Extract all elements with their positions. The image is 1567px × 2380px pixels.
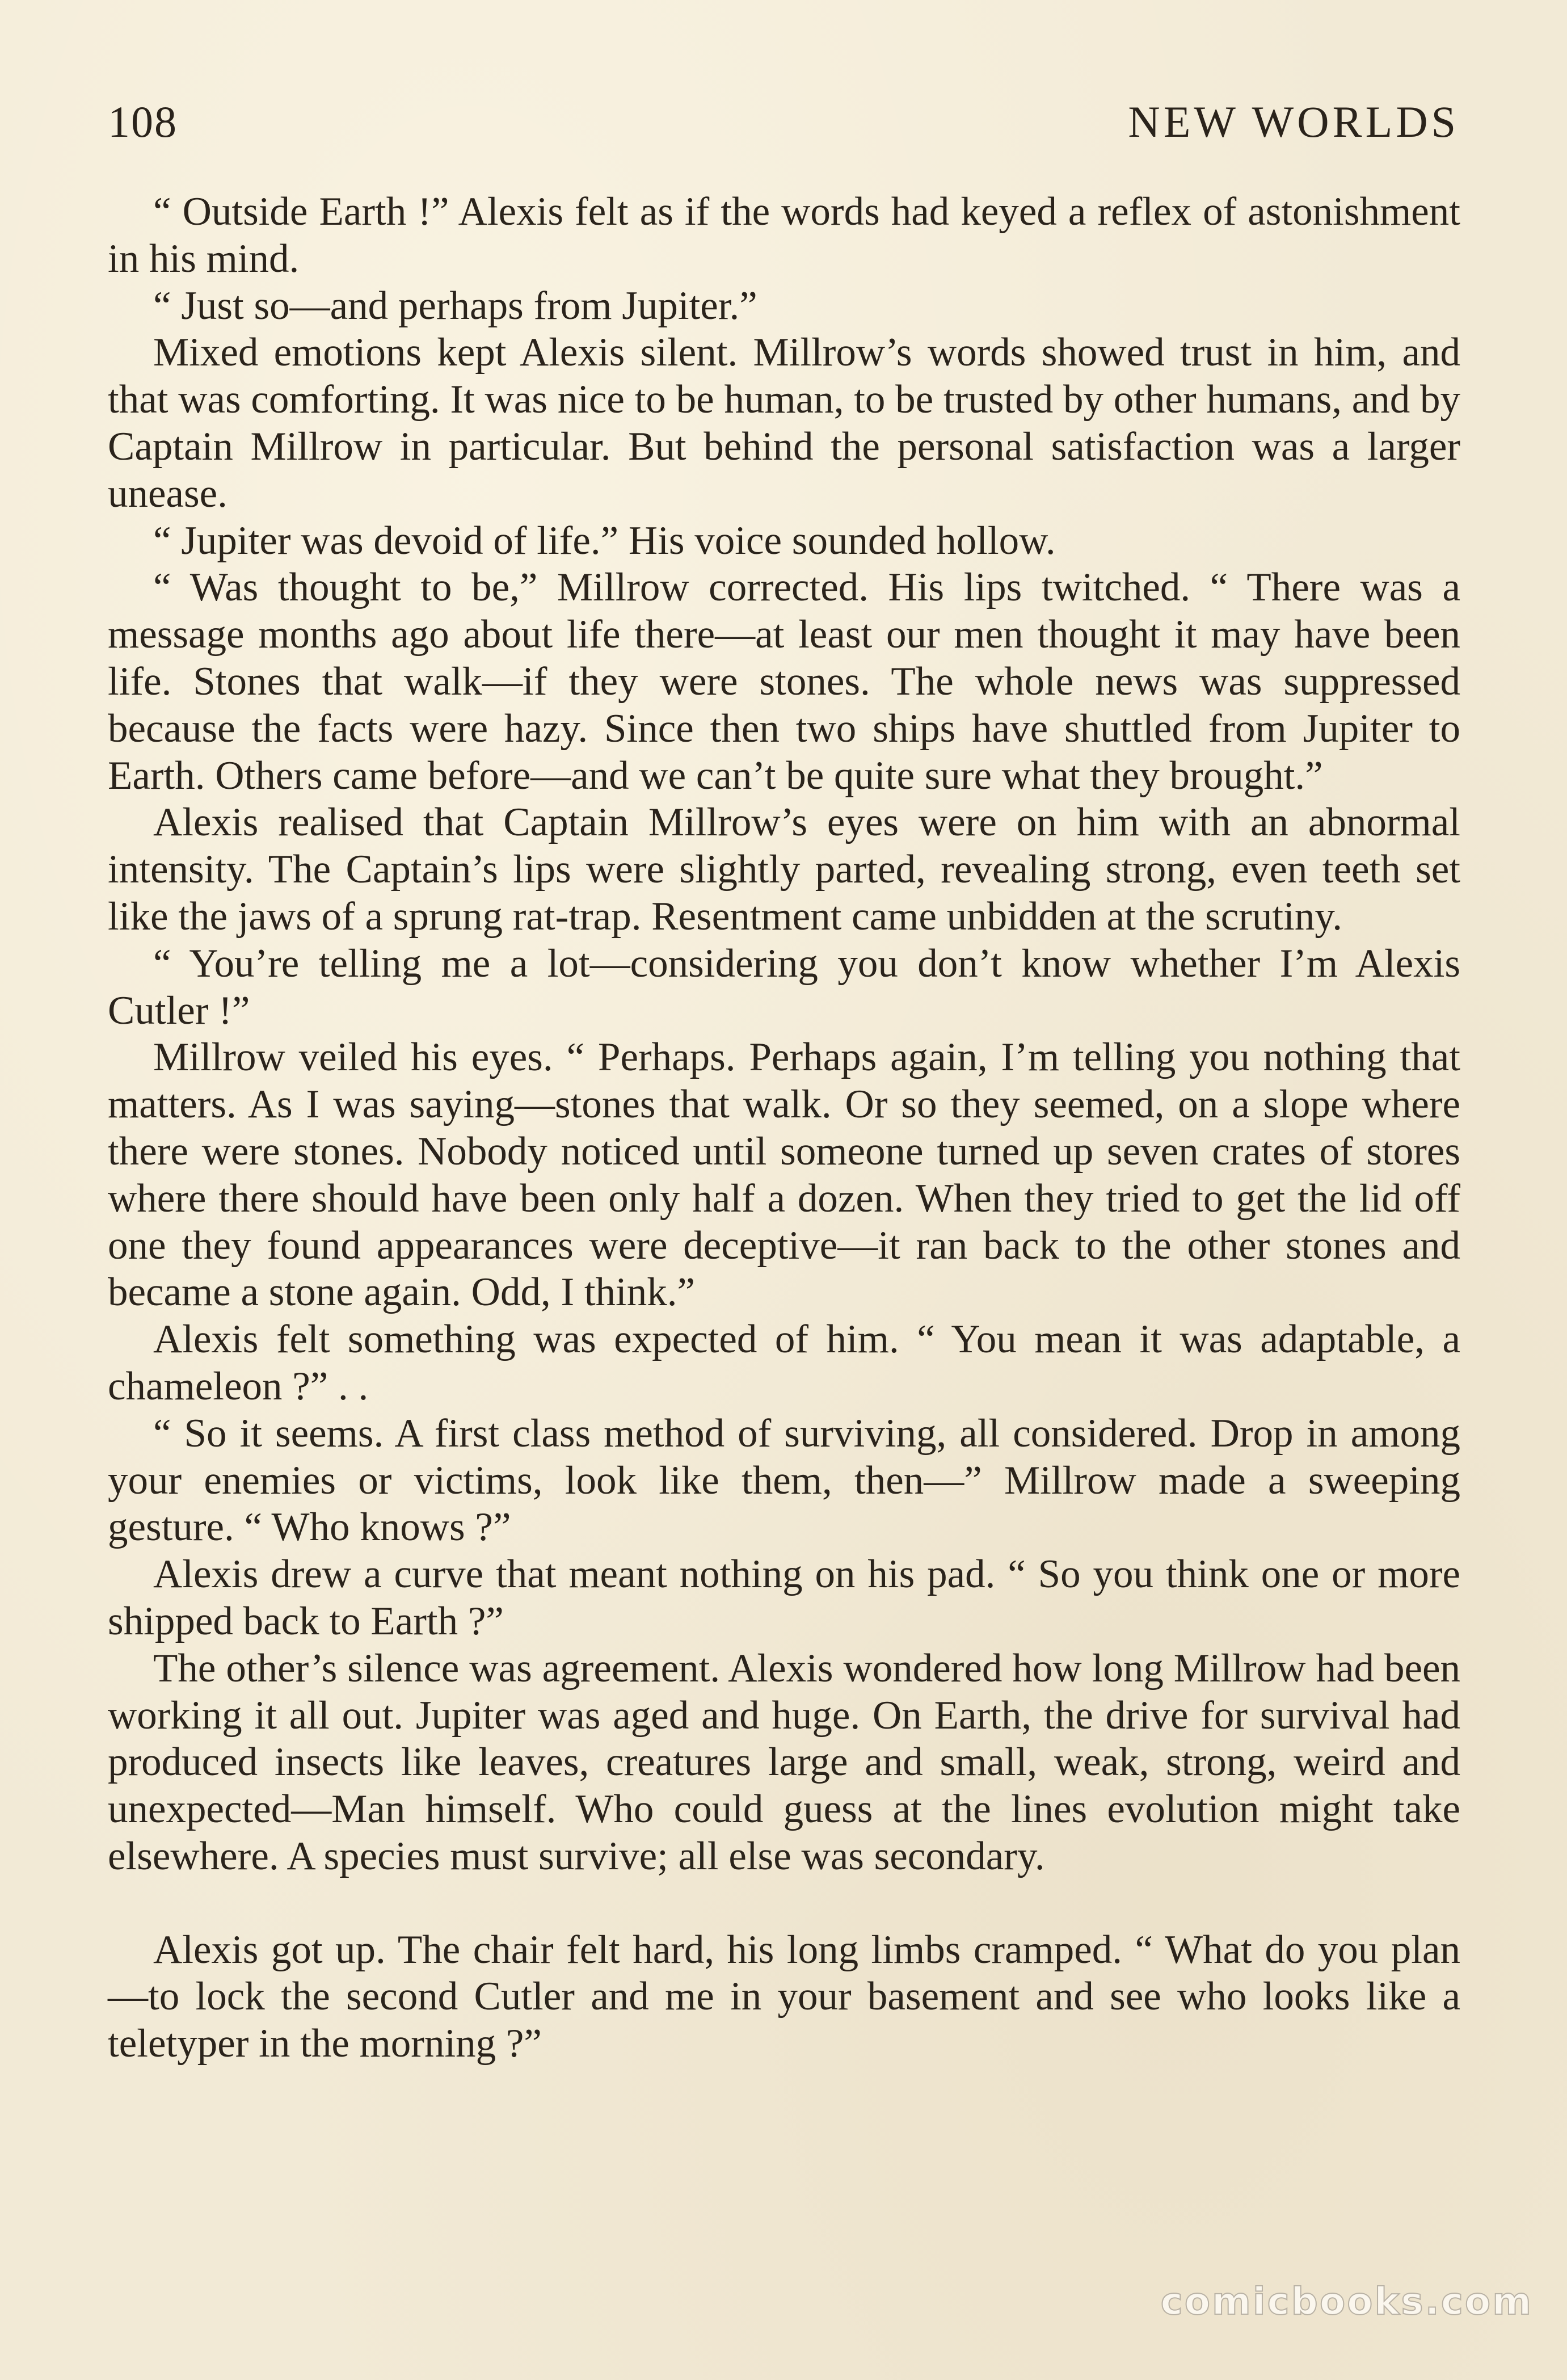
running-title: NEW WORLDS	[1128, 97, 1459, 146]
paragraph: Alexis felt something was expected of him. “ You mean it was adaptable, a chameleon ?” . .	[108, 1317, 1460, 1408]
paragraph: Alexis realised that Captain Millrow’s eyes were on him with an abnormal intensity. The Captain’s lips were slightly parted, revealing strong, even teeth set like the jaws of a sprung rat-trap. Resentment came unbidden at the scrutiny.	[108, 800, 1460, 939]
paragraph: “ Was thought to be,” Millrow corrected. His lips twitched. “ There was a message months ago about life there—at least our men thought it may have been life. Stones that walk—if they were stones. The whole news was suppressed because the facts were hazy. Since then two ships have shuttled from Jupiter to Earth. Others came before—and we can’t be quite sure what they brought.”	[108, 565, 1460, 798]
paragraph: Mixed emotions kept Alexis silent. Millrow’s words showed trust in him, and that was comforting. It was nice to be human, to be trusted by other humans, and by Captain Millrow in particular. But behind the personal satisfaction was a larger unease.	[108, 330, 1460, 516]
paragraph: “ Just so—and perhaps from Jupiter.”	[153, 283, 757, 328]
paragraph: The other’s silence was agreement. Alexis wondered how long Millrow had been working it all out. Jupiter was aged and huge. On Earth, the drive for survival had produced insects like leaves, creatures large and small, weak, strong, weird and unexpected—Man himself. Who could guess at the lines evolution might take elsewhere. A species must survive; all else was secondary.	[108, 1646, 1460, 1878]
paragraph: “ Jupiter was devoid of life.” His voice sounded hollow.	[153, 518, 1056, 563]
paragraph: Alexis drew a curve that meant nothing on his pad. “ So you think one or more shipped back to Earth ?”	[108, 1552, 1460, 1643]
body-text	[108, 188, 1460, 2067]
page-header	[108, 96, 1459, 153]
section-break	[108, 1880, 1460, 1927]
watermark: comicbooks.com	[1160, 2280, 1533, 2323]
page-number: 108	[108, 97, 178, 146]
paragraph: Alexis got up. The chair felt hard, his long limbs cramped. “ What do you plan—to lock the second Cutler and me in your basement and see who looks like a teletyper in the morning ?”	[108, 1927, 1460, 2066]
paragraph: “ So it seems. A first class method of surviving, all considered. Drop in among your enemies or victims, look like them, then—” Millrow made a sweeping gesture. “ Who knows ?”	[108, 1411, 1460, 1550]
paragraph: “ Outside Earth !” Alexis felt as if the words had keyed a reflex of astonishment in his mind.	[108, 190, 1460, 281]
paragraph: “ You’re telling me a lot—considering you don’t know whether I’m Alexis Cutler !”	[108, 941, 1460, 1033]
paragraph: Millrow veiled his eyes. “ Perhaps. Perhaps again, I’m telling you nothing that matters. As I was saying—stones that walk. Or so they seemed, on a slope where there were stones. Nobody noticed until someone turned up seven crates of stores where there should have been only half a dozen. When they tried to get the lid off one they found appearances were deceptive—it ran back to the other stones and became a stone again. Odd, I think.”	[108, 1035, 1460, 1315]
